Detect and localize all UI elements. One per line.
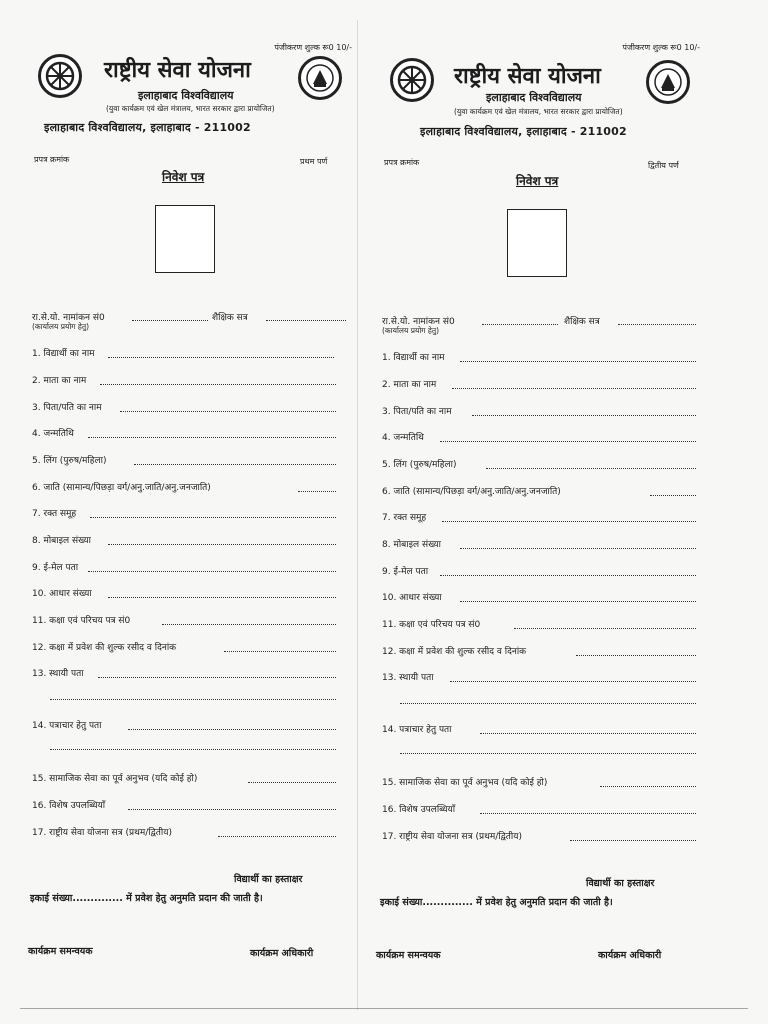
field-dots: [440, 575, 696, 576]
field-dots: [90, 517, 336, 518]
field-dots: [162, 624, 336, 625]
field-mobile: 8. मोबाइल संख्या: [32, 536, 91, 546]
form-first-copy: [22, 0, 352, 1010]
field-dots: [100, 384, 336, 385]
field-dots: [400, 703, 696, 704]
university-address: इलाहाबाद विश्वविद्यालय, इलाहाबाद - 211002: [420, 125, 627, 138]
bottom-edge-rule: [20, 1008, 748, 1009]
page-divider: [357, 20, 358, 1010]
session-label: शैक्षिक सत्र: [564, 317, 600, 327]
field-dots: [400, 753, 696, 754]
sponsor-line: (युवा कार्यक्रम एवं खेल मंत्रालय, भारत सरकार द्वारा प्रायोजित): [106, 104, 275, 113]
field-aadhaar: 10. आधार संख्या: [32, 589, 92, 599]
field-dots: [460, 548, 696, 549]
field-blood-group: 7. रक्त समूह: [382, 513, 427, 523]
field-student-name: 1. विद्यार्थी का नाम: [382, 353, 445, 363]
copy-label: द्वितीय पर्ण: [648, 161, 679, 170]
enrollment-label: रा.से.यो. नामांकन सं0: [382, 317, 455, 327]
field-permanent-address: 13. स्थायी पता: [382, 673, 434, 683]
fee-note: पंजीकरण शुल्क रू0 10/-: [622, 43, 700, 52]
field-social-experience: 15. सामाजिक सेवा का पूर्व अनुभव (यदि कोई हो): [32, 774, 198, 784]
field-dots: [570, 840, 696, 841]
field-dots: [442, 521, 696, 522]
field-dots: [248, 782, 336, 783]
scheme-title: राष्ट्रीय सेवा योजना: [454, 63, 601, 89]
field-caste: 6. जाति (सामान्य/पिछड़ा वर्ग/अनु.जाति/अनु.जनजाति): [382, 487, 561, 497]
field-dots: [218, 836, 336, 837]
enrollment-label: रा.से.यो. नामांकन सं0: [32, 313, 105, 323]
university-name: इलाहाबाद विश्वविद्यालय: [138, 89, 234, 102]
field-dots: [108, 357, 334, 358]
university-name: इलाहाबाद विश्वविद्यालय: [486, 91, 582, 104]
field-email: 9. ई-मेल पता: [32, 563, 79, 573]
program-officer-label: कार्यक्रम अधिकारी: [598, 950, 662, 961]
field-dots: [108, 597, 336, 598]
permission-text: इकाई संख्या.............. में प्रवेश हेतु अनुमति प्रदान की जाती है।: [380, 897, 613, 908]
field-aadhaar: 10. आधार संख्या: [382, 593, 442, 603]
serial-number-label: प्रपत्र क्रमांक: [384, 158, 420, 167]
office-use-note: (कार्यालय प्रयोग हेतु): [32, 322, 90, 331]
field-dots: [108, 544, 336, 545]
field-dots: [472, 415, 696, 416]
field-dots: [128, 809, 336, 810]
form-title: निवेश पत्र: [516, 174, 559, 188]
field-dots: [120, 411, 336, 412]
program-coordinator-label: कार्यक्रम समन्वयक: [28, 946, 93, 957]
nss-wheel-logo: [38, 54, 82, 98]
form-title: निवेश पत्र: [162, 170, 205, 184]
university-emblem-logo: [298, 56, 342, 100]
field-dots: [128, 729, 336, 730]
field-dots: [480, 813, 696, 814]
field-email: 9. ई-मेल पता: [382, 567, 429, 577]
sponsor-line: (युवा कार्यक्रम एवं खेल मंत्रालय, भारत सरकार द्वारा प्रायोजित): [454, 107, 623, 116]
field-nss-session: 17. राष्ट्रीय सेवा योजना सत्र (प्रथम/द्वितीय): [382, 832, 522, 842]
university-emblem-logo: [646, 60, 690, 104]
field-dots: [50, 699, 336, 700]
field-dots: [450, 681, 696, 682]
field-gender: 5. लिंग (पुरुष/महिला): [382, 460, 457, 470]
field-mother-name: 2. माता का नाम: [382, 380, 437, 390]
form-second-copy: [370, 0, 700, 1010]
field-nss-session: 17. राष्ट्रीय सेवा योजना सत्र (प्रथम/द्वितीय): [32, 828, 172, 838]
university-address: इलाहाबाद विश्वविद्यालय, इलाहाबाद - 211002: [44, 121, 251, 134]
field-dots: [134, 464, 336, 465]
field-achievements: 16. विशेष उपलब्धियाँ: [382, 805, 456, 815]
field-dots: [88, 571, 336, 572]
permission-text: इकाई संख्या.............. में प्रवेश हेतु अनुमति प्रदान की जाती है।: [30, 893, 263, 904]
field-birth-date: 4. जन्मतिथि: [382, 433, 424, 443]
fee-note: पंजीकरण शुल्क रू0 10/-: [274, 43, 352, 52]
scheme-title: राष्ट्रीय सेवा योजना: [104, 57, 251, 83]
field-mobile: 8. मोबाइल संख्या: [382, 540, 441, 550]
field-dots: [514, 628, 696, 629]
field-father-name: 3. पिता/पति का नाम: [382, 407, 452, 417]
enrollment-dots: [482, 324, 558, 325]
field-dots: [50, 749, 336, 750]
field-dots: [98, 677, 336, 678]
field-father-name: 3. पिता/पति का नाम: [32, 403, 102, 413]
field-mother-name: 2. माता का नाम: [32, 376, 87, 386]
session-label: शैक्षिक सत्र: [212, 313, 248, 323]
field-dots: [88, 437, 336, 438]
field-correspondence-address: 14. पत्राचार हेतु पता: [382, 725, 452, 735]
photo-box: [507, 209, 567, 277]
photo-box: [155, 205, 215, 273]
field-dots: [460, 601, 696, 602]
program-coordinator-label: कार्यक्रम समन्वयक: [376, 950, 441, 961]
session-dots: [618, 324, 696, 325]
field-correspondence-address: 14. पत्राचार हेतु पता: [32, 721, 102, 731]
field-dots: [480, 733, 696, 734]
enrollment-dots: [132, 320, 208, 321]
field-achievements: 16. विशेष उपलब्धियाँ: [32, 801, 106, 811]
session-dots: [266, 320, 346, 321]
copy-label: प्रथम पर्ण: [300, 157, 328, 166]
field-fee-receipt: 12. कक्षा में प्रवेश की शुल्क रसीद व दिनांक: [382, 647, 527, 657]
nss-wheel-logo: [390, 58, 434, 102]
office-use-note: (कार्यालय प्रयोग हेतु): [382, 326, 440, 335]
field-blood-group: 7. रक्त समूह: [32, 509, 77, 519]
field-dots: [600, 786, 696, 787]
field-dots: [298, 491, 336, 492]
program-officer-label: कार्यक्रम अधिकारी: [250, 948, 314, 959]
field-dots: [224, 651, 336, 652]
field-fee-receipt: 12. कक्षा में प्रवेश की शुल्क रसीद व दिनांक: [32, 643, 177, 653]
field-dots: [452, 388, 696, 389]
student-signature-label: विद्यार्थी का हस्ताक्षर: [234, 874, 303, 885]
field-student-name: 1. विद्यार्थी का नाम: [32, 349, 95, 359]
field-dots: [650, 495, 696, 496]
field-dots: [486, 468, 696, 469]
student-signature-label: विद्यार्थी का हस्ताक्षर: [586, 878, 655, 889]
field-gender: 5. लिंग (पुरुष/महिला): [32, 456, 107, 466]
field-class-id: 11. कक्षा एवं परिचय पत्र सं0: [32, 616, 131, 626]
field-birth-date: 4. जन्मतिथि: [32, 429, 74, 439]
serial-number-label: प्रपत्र क्रमांक: [34, 155, 70, 164]
field-dots: [576, 655, 696, 656]
field-dots: [460, 361, 696, 362]
field-permanent-address: 13. स्थायी पता: [32, 669, 84, 679]
field-social-experience: 15. सामाजिक सेवा का पूर्व अनुभव (यदि कोई हो): [382, 778, 548, 788]
field-dots: [440, 441, 696, 442]
field-caste: 6. जाति (सामान्य/पिछड़ा वर्ग/अनु.जाति/अनु.जनजाति): [32, 483, 211, 493]
field-class-id: 11. कक्षा एवं परिचय पत्र सं0: [382, 620, 481, 630]
